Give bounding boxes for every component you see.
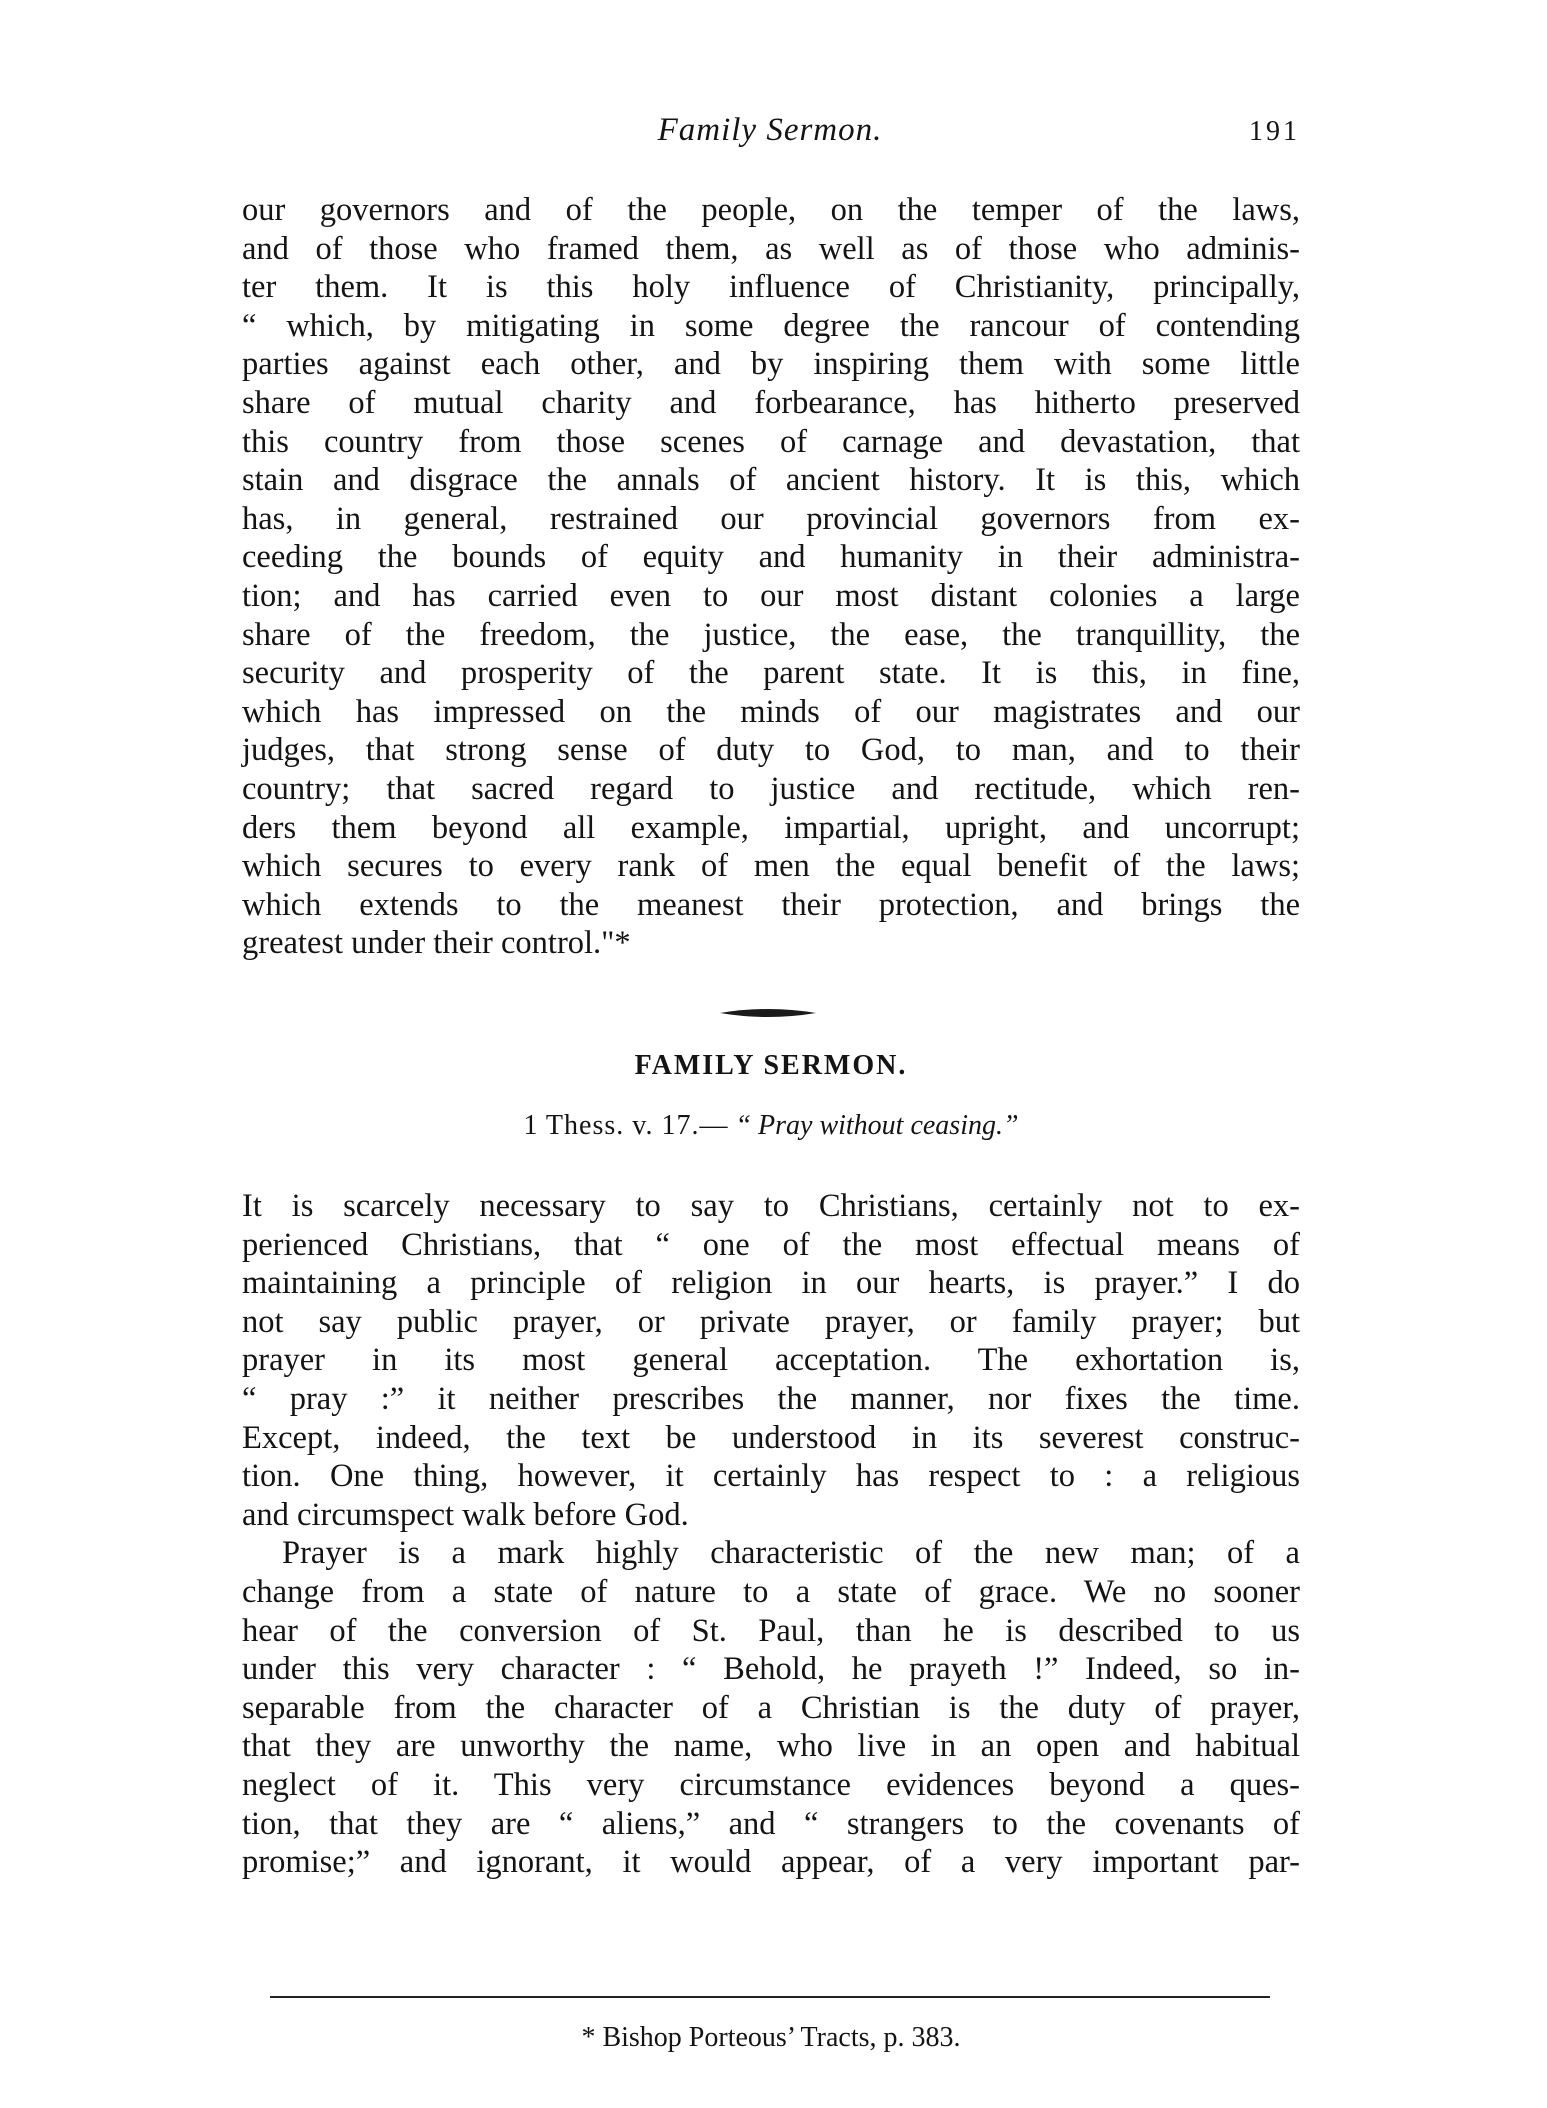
text-line: share of the freedom, the justice, the ease, the tranquillity, the bbox=[242, 616, 1300, 653]
text-line: country; that sacred regard to justice and rectitude, which ren- bbox=[242, 770, 1300, 807]
text-line: separable from the character of a Christian is the duty of prayer, bbox=[242, 1689, 1300, 1726]
text-line: security and prosperity of the parent state. It is this, in fine, bbox=[242, 655, 1300, 692]
text-line: our governors and of the people, on the temper of the laws, bbox=[242, 192, 1300, 228]
text-line: which extends to the meanest their protection, and brings the bbox=[242, 886, 1300, 923]
footnote: * Bishop Porteous’ Tracts, p. 383. bbox=[581, 2022, 961, 2053]
page-number: 191 bbox=[1249, 116, 1300, 147]
text-line: Except, indeed, the text be understood in its severest construc- bbox=[242, 1419, 1300, 1456]
sermon-body bbox=[242, 1187, 1300, 1882]
text-line: prayer in its most general acceptation. The exhortation is, bbox=[242, 1342, 1300, 1379]
scripture-text bbox=[242, 1110, 1300, 1142]
text-line: tion. One thing, however, it certainly has respect to : a religious bbox=[242, 1458, 1300, 1495]
running-title: Family Sermon. bbox=[657, 112, 883, 148]
footnote-rule bbox=[270, 1996, 1270, 1998]
text-line: share of mutual charity and forbearance, has hitherto preserved bbox=[242, 384, 1300, 421]
text-line: tion, that they are “ aliens,” and “ strangers to the covenants of bbox=[242, 1805, 1300, 1842]
text-line: that they are unworthy the name, who live in an open and habitual bbox=[242, 1728, 1300, 1765]
text-line: stain and disgrace the annals of ancient history. It is this, which bbox=[242, 462, 1300, 499]
text-line: It is scarcely necessary to say to Christians, certainly not to ex- bbox=[242, 1188, 1300, 1224]
text-line: Prayer is a mark highly characteristic of the new man; of a bbox=[282, 1535, 1300, 1572]
running-head bbox=[240, 112, 1300, 160]
text-line: which secures to every rank of men the equal benefit of the laws; bbox=[242, 848, 1300, 885]
text-line: ders them beyond all example, impartial, upright, and uncorrupt; bbox=[242, 809, 1300, 846]
text-line: not say public prayer, or private prayer, or family prayer; but bbox=[242, 1303, 1300, 1340]
text-line: neglect of it. This very circumstance evidences beyond a ques- bbox=[242, 1766, 1300, 1803]
text-line: perienced Christians, that “ one of the most effectual means of bbox=[242, 1226, 1300, 1263]
text-line: greatest under their control."* bbox=[242, 925, 631, 962]
text-line: “ pray :” it neither prescribes the manner, nor fixes the time. bbox=[242, 1380, 1300, 1417]
sermon-heading: FAMILY SERMON. bbox=[634, 1050, 908, 1081]
text-line: this country from those scenes of carnage and devastation, that bbox=[242, 423, 1300, 460]
text-line: which has impressed on the minds of our magistrates and our bbox=[242, 693, 1300, 730]
text-line: hear of the conversion of St. Paul, than he is described to us bbox=[242, 1612, 1300, 1649]
text-line: parties against each other, and by inspiring them with some little bbox=[242, 346, 1300, 383]
ornament-divider bbox=[718, 1003, 818, 1023]
text-line: tion; and has carried even to our most distant colonies a large bbox=[242, 577, 1300, 614]
quoted-passage bbox=[242, 191, 1300, 963]
text-line: ceeding the bounds of equity and humanity in their administra- bbox=[242, 539, 1300, 576]
scripture-quote: “ Pray without ceasing.” bbox=[735, 1110, 1019, 1141]
text-line: promise;” and ignorant, it would appear, of a very important par- bbox=[242, 1844, 1300, 1881]
text-line: and of those who framed them, as well as of those who adminis- bbox=[242, 230, 1300, 267]
text-line: maintaining a principle of religion in our hearts, is prayer.” I do bbox=[242, 1265, 1300, 1302]
text-line: and circumspect walk before God. bbox=[242, 1496, 689, 1533]
text-line: change from a state of nature to a state of grace. We no sooner bbox=[242, 1573, 1300, 1610]
text-line: ter them. It is this holy influence of Christianity, principally, bbox=[242, 269, 1300, 306]
text-line: has, in general, restrained our provincial governors from ex- bbox=[242, 500, 1300, 537]
text-line: “ which, by mitigating in some degree the rancour of contending bbox=[242, 307, 1300, 344]
scripture-citation: 1 Thess. v. 17.— bbox=[523, 1110, 729, 1141]
text-line: judges, that strong sense of duty to God, to man, and to their bbox=[242, 732, 1300, 769]
text-line: under this very character : “ Behold, he prayeth !” Indeed, so in- bbox=[242, 1651, 1300, 1688]
